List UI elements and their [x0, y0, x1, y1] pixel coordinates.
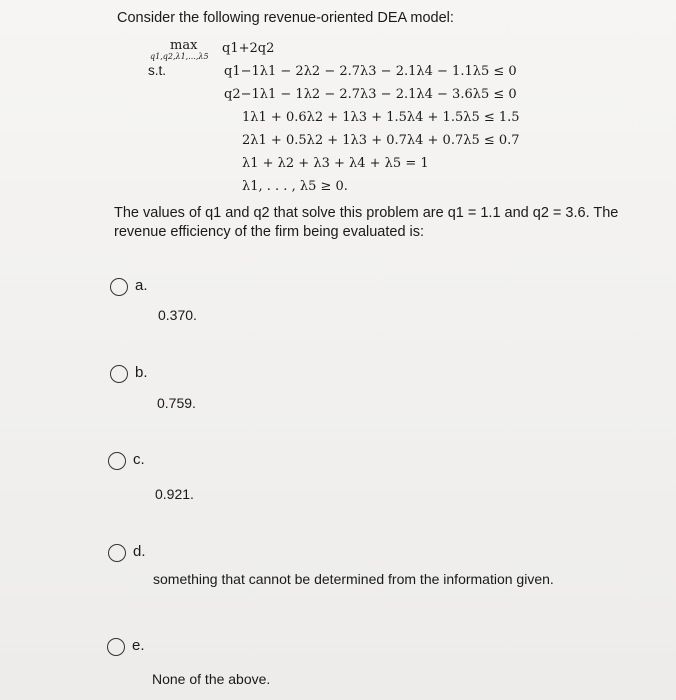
option-d-text: something that cannot be determined from the information given.	[153, 571, 554, 587]
option-a-letter: a.	[135, 277, 148, 294]
constraint-1: q1−1λ1 − 2λ2 − 2.7λ3 − 2.1λ4 − 1.1λ5 ≤ 0	[224, 64, 517, 79]
constraint-2: q2−1λ1 − 1λ2 − 2.7λ3 − 2.1λ4 − 3.6λ5 ≤ 0	[224, 87, 517, 102]
radio-a[interactable]	[110, 278, 128, 296]
option-b[interactable]	[0, 357, 676, 417]
option-a-text: 0.370.	[158, 307, 197, 323]
radio-b[interactable]	[110, 365, 128, 383]
option-b-letter: b.	[135, 364, 148, 381]
objective-function: q1+2q2	[222, 41, 275, 56]
max-subscript: q1,q2,λ1,...,λ5	[150, 52, 209, 61]
option-c[interactable]	[0, 446, 676, 506]
max-operator: max	[170, 38, 198, 53]
radio-c[interactable]	[108, 452, 126, 470]
constraint-4: 2λ1 + 0.5λ2 + 1λ3 + 0.7λ4 + 0.7λ5 ≤ 0.7	[242, 133, 520, 148]
constraint-5: λ1 + λ2 + λ3 + λ4 + λ5 = 1	[242, 156, 429, 171]
option-c-text: 0.921.	[155, 486, 194, 502]
question-intro: Consider the following revenue-oriented DEA model:	[117, 10, 454, 26]
option-b-text: 0.759.	[157, 395, 196, 411]
constraint-3: 1λ1 + 0.6λ2 + 1λ3 + 1.5λ4 + 1.5λ5 ≤ 1.5	[242, 110, 520, 125]
radio-d[interactable]	[108, 544, 126, 562]
constraint-6: λ1, . . . , λ5 ≥ 0.	[242, 179, 348, 194]
option-d[interactable]	[0, 536, 676, 596]
question-text: The values of q1 and q2 that solve this problem are q1 = 1.1 and q2 = 3.6. The revenue efficiency of the firm being evaluated is:	[114, 205, 619, 240]
option-d-letter: d.	[133, 543, 146, 560]
option-e-text: None of the above.	[152, 671, 271, 687]
option-e[interactable]	[0, 629, 676, 689]
option-e-letter: e.	[132, 637, 145, 654]
subject-to-label: s.t.	[148, 63, 167, 78]
radio-e[interactable]	[107, 638, 125, 656]
option-a[interactable]	[0, 270, 676, 330]
option-c-letter: c.	[133, 451, 145, 468]
